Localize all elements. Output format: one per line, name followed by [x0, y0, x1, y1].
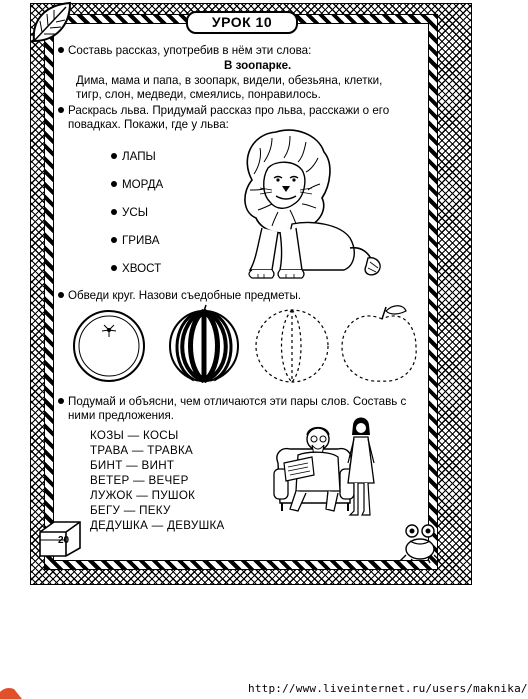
- task1-words-line2: тигр, слон, медведи, смеялись, понравилось.: [76, 88, 321, 101]
- task2-prompt-line1: Раскрась льва. Придумай рассказ про льва, расскажи о его: [58, 104, 389, 118]
- word-pair: ЛУЖОК — ПУШОК: [90, 489, 196, 502]
- word-pair: ДЕДУШКА — ДЕВУШКА: [90, 519, 225, 532]
- site-logo-icon: [0, 686, 22, 699]
- page-number: 20: [58, 535, 70, 546]
- task2-prompt-line2: повадках. Покажи, где у льва:: [68, 118, 229, 131]
- word-pair: ВЕТЕР — ВЕЧЕР: [90, 474, 189, 487]
- task1-prompt: Составь рассказ, употребив в нём эти слова:: [58, 44, 311, 58]
- ball-icon: [256, 310, 328, 382]
- task1-words-line1: Дима, мама и папа, в зоопарк, видели, обезьяна, клетки,: [76, 74, 383, 87]
- task4-prompt-line1: Подумай и объясни, чем отличаются эти пары слов. Составь с: [58, 395, 406, 409]
- lion-part-muzzle: МОРДА: [111, 178, 163, 191]
- watermelon-icon: [170, 305, 238, 381]
- apple-icon: [342, 306, 416, 381]
- story-title: В зоопарке.: [224, 59, 292, 72]
- grandfather-and-girl-illustration: [268, 413, 388, 523]
- frog-icon: [398, 517, 444, 563]
- lion-part-mane: ГРИВА: [111, 234, 159, 247]
- word-pair: ТРАВА — ТРАВКА: [90, 444, 194, 457]
- word-pair: БЕГУ — ПЕКУ: [90, 504, 171, 517]
- lion-part-whiskers: УСЫ: [111, 206, 148, 219]
- leaf-icon: [30, 1, 74, 45]
- lesson-title: УРОК 10: [186, 11, 298, 34]
- task4-prompt-line2: ними предложения.: [68, 409, 175, 422]
- lion-part-tail: ХВОСТ: [111, 262, 161, 275]
- task3-prompt: Обведи круг. Назови съедобные предметы.: [58, 289, 301, 303]
- word-pair: КОЗЫ — КОСЫ: [90, 429, 179, 442]
- fruits-row: [68, 303, 420, 385]
- word-pair: БИНТ — ВИНТ: [90, 459, 175, 472]
- lion-part-paws: ЛАПЫ: [111, 150, 156, 163]
- orange-icon: [74, 311, 144, 381]
- footer-url[interactable]: http://www.liveinternet.ru/users/maknika/: [248, 682, 528, 695]
- lion-illustration: [232, 128, 392, 280]
